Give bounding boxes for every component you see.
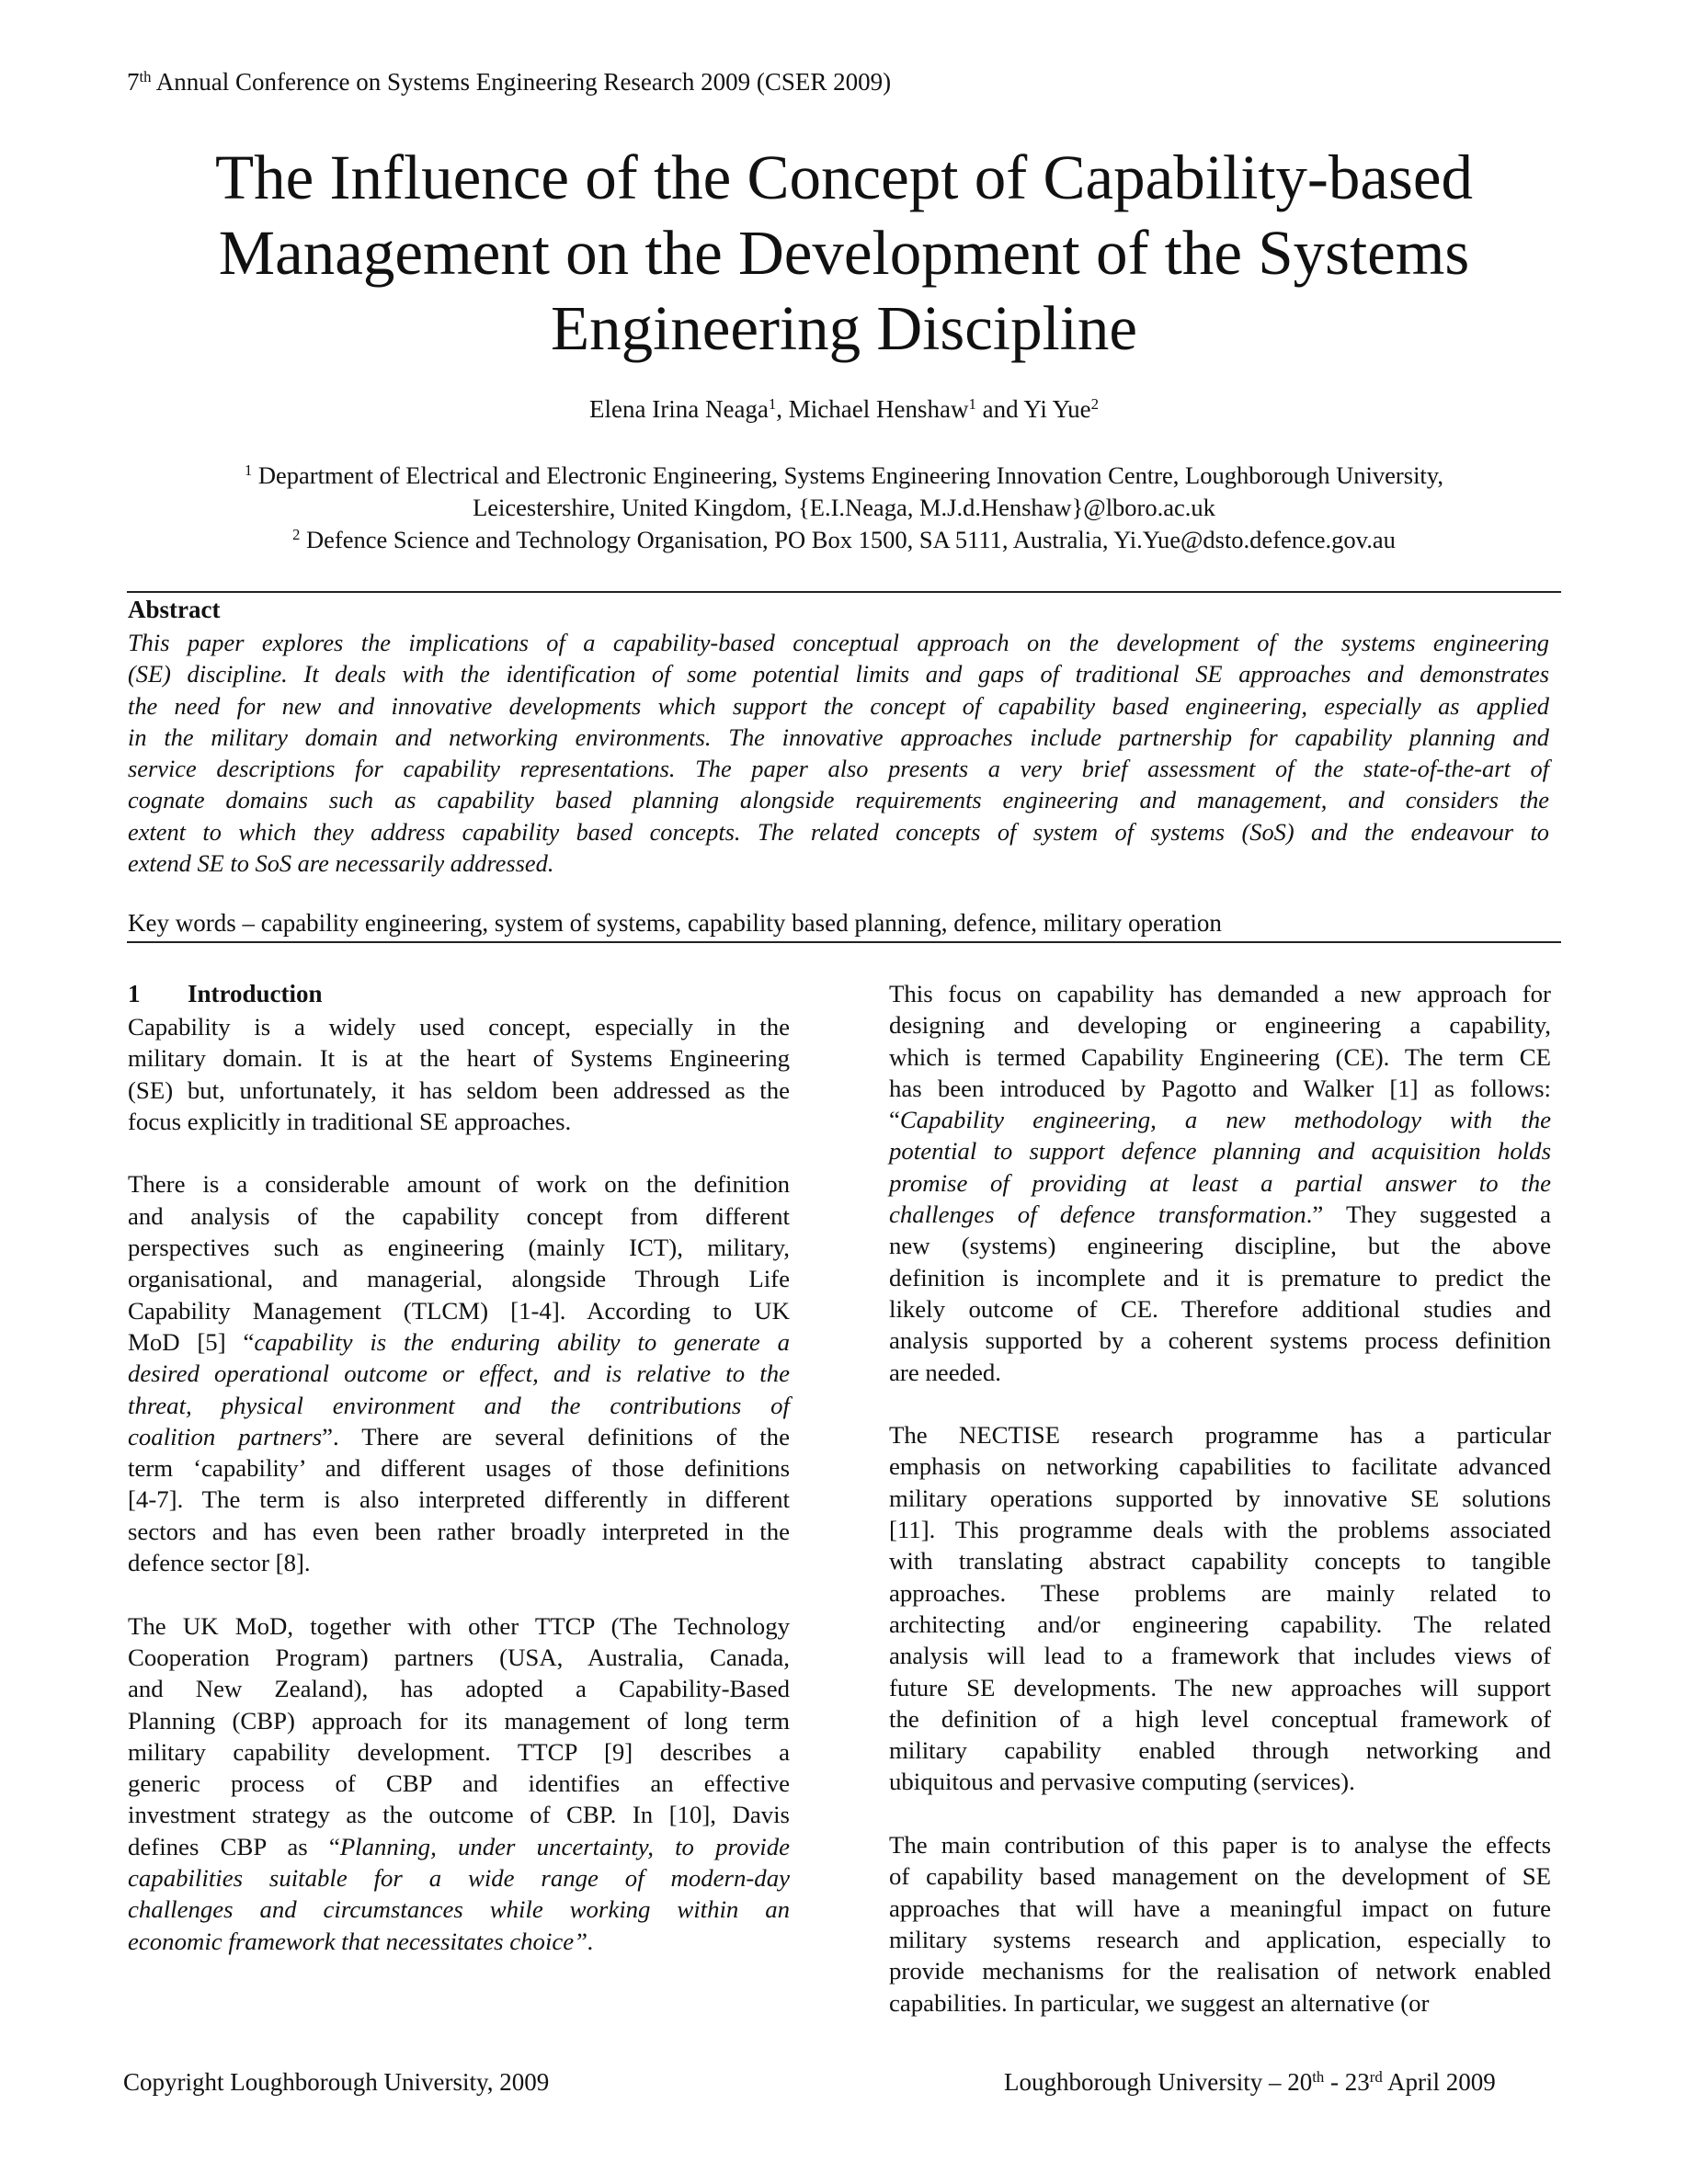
abstract-heading: Abstract xyxy=(128,596,221,623)
abstract-line: This paper explores the implications of a capability-based conceptual approach on the development of the systems engineering xyxy=(128,629,1549,656)
body-line xyxy=(128,1200,790,1232)
body-line xyxy=(128,1421,790,1452)
author-affiliation-mark: 2 xyxy=(1090,394,1099,413)
text-run: Capability Management (TLCM) [1-4]. According to UK xyxy=(128,1296,790,1325)
body-line xyxy=(889,1893,1551,1924)
text-run: (SE) but, unfortunately, it has seldom been addressed as the xyxy=(128,1075,790,1104)
author-affiliation-mark: 1 xyxy=(768,394,777,413)
body-line xyxy=(128,1862,790,1894)
footer-text: April 2009 xyxy=(1382,2068,1496,2096)
body-line xyxy=(128,1610,790,1642)
body-line xyxy=(128,1705,790,1736)
text-run: coalition partners xyxy=(128,1422,323,1450)
text-run: new (systems) engineering discipline, but the above xyxy=(889,1232,1551,1260)
body-line xyxy=(128,1642,790,1673)
text-run: focus explicitly in traditional SE approaches. xyxy=(128,1107,572,1135)
abstract-line: service descriptions for capability representations. The paper also presents a very brief assessment of the state-of-the-art of xyxy=(128,755,1549,783)
title-line: Management on the Development of the Systems xyxy=(218,218,1470,288)
text-run: ”. There are several definitions of the xyxy=(322,1422,790,1450)
body-line xyxy=(889,1924,1551,1955)
text-run: [4-7]. The term is also interpreted differently in different xyxy=(128,1485,790,1514)
body-line xyxy=(128,1831,790,1862)
body-line xyxy=(889,1293,1551,1325)
body-line xyxy=(889,1199,1551,1230)
abstract-line: (SE) discipline. It deals with the identification of some potential limits and gaps of traditional SE approaches and demonstrates xyxy=(128,660,1549,688)
footer-ordinal-suffix: rd xyxy=(1369,2067,1383,2086)
text-run: ubiquitous and pervasive computing (services). xyxy=(889,1768,1355,1796)
text-run: and analysis of the capability concept from different xyxy=(128,1201,790,1230)
text-run: architecting and/or engineering capability. The related xyxy=(889,1610,1551,1638)
affiliation-mark: 2 xyxy=(292,525,301,543)
affiliation-text: Leicestershire, United Kingdom, {E.I.Neaga, M.J.d.Henshaw}@lboro.ac.uk xyxy=(473,494,1215,521)
text-run: analysis will lead to a framework that includes views of xyxy=(889,1642,1551,1670)
author-name: Yi Yue xyxy=(1023,395,1091,423)
text-run: Capability is a widely used concept, especially in the xyxy=(128,1013,790,1041)
body-line xyxy=(889,1483,1551,1514)
text-run: Cooperation Program) partners (USA, Australia, Canada, xyxy=(128,1643,790,1671)
body-line xyxy=(128,1042,790,1074)
text-run: defines CBP as “ xyxy=(128,1832,340,1860)
text-run: military capability enabled through networking and xyxy=(889,1736,1551,1765)
body-line xyxy=(889,1041,1551,1073)
affiliations xyxy=(127,460,1561,556)
footer-copyright: Copyright Loughborough University, 2009 xyxy=(123,2068,550,2096)
text-run: military operations supported by innovative SE solutions xyxy=(889,1484,1551,1512)
title-line: The Influence of the Concept of Capability-based xyxy=(214,142,1473,212)
text-run: provide mechanisms for the realisation of network enabled xyxy=(889,1957,1551,1985)
text-run: and New Zealand), has adopted a Capability-Based xyxy=(128,1675,790,1703)
body-line xyxy=(889,1577,1551,1609)
text-run: promise of providing at least a partial answer to the xyxy=(889,1168,1551,1197)
body-line xyxy=(128,1516,790,1547)
body-line xyxy=(128,1358,790,1389)
abstract-line: extend SE to SoS are necessarily addressed. xyxy=(128,849,554,878)
section-number: 1 xyxy=(128,980,141,1007)
author-name: Michael Henshaw xyxy=(788,395,969,423)
text-run: Capability engineering, a new methodology with the xyxy=(899,1106,1551,1134)
body-line xyxy=(889,1860,1551,1892)
text-run: emphasis on networking capabilities to facilitate advanced xyxy=(889,1452,1551,1481)
text-run: military domain. It is at the heart of Systems Engineering xyxy=(128,1044,790,1073)
body-line xyxy=(889,1514,1551,1545)
paper-title xyxy=(127,140,1561,366)
abstract-body xyxy=(128,627,1549,879)
body-paragraph xyxy=(128,1610,790,1957)
author-affiliation-mark: 1 xyxy=(968,394,976,413)
affiliation-text: Defence Science and Technology Organisation, PO Box 1500, SA 5111, Australia, Yi.Yue@dsto.defence.gov.au xyxy=(305,526,1396,553)
conference-name: Annual Conference on Systems Engineering Research 2009 (CSER 2009) xyxy=(155,68,892,96)
text-run: The main contribution of this paper is to analyse the effects xyxy=(889,1831,1551,1860)
text-run: capabilities. In particular, we suggest an alternative (or xyxy=(889,1988,1430,2017)
text-run: which is termed Capability Engineering (CE). The term CE xyxy=(889,1042,1551,1071)
text-run: military systems research and application, especially to xyxy=(889,1925,1551,1953)
text-run: “ xyxy=(889,1106,900,1134)
text-run: The NECTISE research programme has a particular xyxy=(889,1421,1551,1450)
body-line xyxy=(128,1326,790,1358)
text-run: the definition of a high level conceptual framework of xyxy=(889,1704,1551,1733)
body-line xyxy=(889,1672,1551,1703)
body-line xyxy=(889,1609,1551,1640)
footer-event-dates xyxy=(1004,2068,1496,2097)
body-line xyxy=(128,1295,790,1326)
left-column-body xyxy=(128,1011,790,1957)
text-run: definition is incomplete and it is premature to predict the xyxy=(889,1263,1551,1291)
body-line xyxy=(128,1106,790,1137)
body-line xyxy=(128,1452,790,1484)
body-line xyxy=(889,1167,1551,1199)
body-line xyxy=(889,1009,1551,1041)
author-separator: , xyxy=(776,395,789,423)
body-line xyxy=(889,1262,1551,1293)
body-paragraph xyxy=(889,1829,1551,2019)
text-run: approaches that will have a meaningful impact on future xyxy=(889,1894,1551,1922)
text-run: sectors and has even been rather broadly interpreted in the xyxy=(128,1517,790,1545)
text-run: investment strategy as the outcome of CBP. In [10], Davis xyxy=(128,1801,790,1829)
body-line xyxy=(128,1673,790,1704)
author-separator: and xyxy=(975,395,1024,423)
title-line: Engineering Discipline xyxy=(550,293,1138,363)
text-run: designing and developing or engineering a capability, xyxy=(889,1011,1551,1040)
text-run: likely outcome of CE. Therefore additional studies and xyxy=(889,1294,1551,1323)
right-column-body xyxy=(889,978,1551,2019)
text-run: challenges and circumstances while working within an xyxy=(128,1895,790,1924)
abstract-line: extent to which they address capability based concepts. The related concepts of system of systems (SoS) and the endeavour to xyxy=(128,817,1549,846)
text-run: challenges of defence transformation xyxy=(889,1200,1306,1229)
body-line xyxy=(128,1232,790,1263)
author-list xyxy=(127,395,1561,424)
text-run: There is a considerable amount of work on the definition xyxy=(128,1170,790,1199)
keywords-bottom-rule xyxy=(127,941,1561,943)
body-line xyxy=(889,1829,1551,1860)
text-run: desired operational outcome or effect, and is relative to the xyxy=(128,1359,790,1388)
text-run: Planning (CBP) approach for its management of long term xyxy=(128,1706,790,1735)
abstract-line: the need for new and innovative developments which support the concept of capability based engineering, especially as applied xyxy=(128,691,1549,720)
text-run: approaches. These problems are mainly related to xyxy=(889,1578,1551,1607)
left-column xyxy=(128,978,790,1988)
conference-ordinal-suffix: th xyxy=(139,67,152,85)
body-line xyxy=(889,1545,1551,1576)
text-run: economic framework that necessitates choice”. xyxy=(128,1927,594,1955)
text-run: This focus on capability has demanded a new approach for xyxy=(889,980,1551,1007)
body-paragraph xyxy=(128,1011,790,1137)
body-line xyxy=(889,1450,1551,1482)
body-line xyxy=(889,1230,1551,1261)
section-title: Introduction xyxy=(188,980,323,1007)
body-line xyxy=(128,1547,790,1578)
text-run: of capability based management on the development of SE xyxy=(889,1862,1551,1891)
text-run: .” They suggested a xyxy=(1306,1200,1551,1229)
text-run: MoD [5] “ xyxy=(128,1327,255,1356)
text-run: perspectives such as engineering (mainly ICT), military, xyxy=(128,1234,790,1262)
abstract-line: cognate domains such as capability based planning alongside requirements engineering and management, and considers the xyxy=(128,786,1549,814)
affiliation-line xyxy=(127,524,1561,556)
affiliation-line xyxy=(127,492,1561,524)
body-line xyxy=(128,1894,790,1925)
body-line xyxy=(889,1325,1551,1356)
body-line xyxy=(128,1263,790,1294)
body-line xyxy=(889,1987,1551,2019)
body-line xyxy=(128,1736,790,1768)
body-line xyxy=(889,1135,1551,1166)
text-run: future SE developments. The new approaches will support xyxy=(889,1673,1551,1701)
body-paragraph xyxy=(889,1419,1551,1798)
text-run: analysis supported by a coherent systems process definition xyxy=(889,1326,1551,1355)
body-line xyxy=(889,1703,1551,1735)
affiliation-mark: 1 xyxy=(245,461,253,479)
body-line xyxy=(889,1766,1551,1797)
body-line xyxy=(128,1799,790,1830)
text-run: Planning, under uncertainty, to provide xyxy=(339,1832,790,1860)
text-run: potential to support defence planning and acquisition holds xyxy=(889,1137,1551,1166)
text-run: has been introduced by Pagotto and Walker [1] as follows: xyxy=(889,1074,1551,1102)
body-paragraph xyxy=(889,978,1551,1388)
keywords: Key words – capability engineering, system of systems, capability based planning, defence, military operation xyxy=(128,909,1222,937)
text-run: military capability development. TTCP [9] describes a xyxy=(128,1737,790,1766)
abstract-line: in the military domain and networking environments. The innovative approaches include partnership for capability planning and xyxy=(128,722,1549,751)
text-run: organisational, and managerial, alongside Through Life xyxy=(128,1265,790,1293)
body-line xyxy=(889,1073,1551,1104)
text-run: with translating abstract capability concepts to tangible xyxy=(889,1547,1551,1575)
affiliation-text: Department of Electrical and Electronic Engineering, Systems Engineering Innovation Centre, Loughborough University, xyxy=(257,461,1443,489)
author-name: Elena Irina Neaga xyxy=(589,395,769,423)
body-line xyxy=(128,1011,790,1042)
body-line xyxy=(889,1357,1551,1388)
body-line xyxy=(128,1075,790,1106)
text-run: defence sector [8]. xyxy=(128,1549,311,1577)
text-run: term ‘capability’ and different usages of those definitions xyxy=(128,1454,790,1483)
body-line xyxy=(128,1390,790,1421)
body-line xyxy=(889,978,1551,1009)
body-line xyxy=(889,1735,1551,1766)
abstract-top-rule xyxy=(127,591,1561,593)
footer-ordinal-suffix: th xyxy=(1312,2067,1325,2086)
conference-header xyxy=(127,68,891,97)
text-run: generic process of CBP and identifies an effective xyxy=(128,1769,790,1798)
text-run: [11]. This programme deals with the problems associated xyxy=(889,1516,1551,1544)
footer-text: Loughborough University – 20 xyxy=(1004,2068,1313,2096)
body-line xyxy=(128,1926,790,1957)
text-run: capability is the enduring ability to generate a xyxy=(254,1327,790,1356)
body-line xyxy=(889,1104,1551,1135)
text-run: threat, physical environment and the contributions of xyxy=(128,1391,790,1419)
conference-ordinal: 7 xyxy=(127,68,140,96)
body-line xyxy=(128,1484,790,1515)
text-run: The UK MoD, together with other TTCP (The Technology xyxy=(128,1611,790,1640)
footer-text: - 23 xyxy=(1324,2068,1370,2096)
body-line xyxy=(889,1955,1551,1986)
body-paragraph xyxy=(128,1168,790,1578)
body-line xyxy=(889,1640,1551,1671)
text-run: capabilities suitable for a wide range of modern-day xyxy=(128,1864,790,1893)
body-line xyxy=(128,1768,790,1799)
right-column xyxy=(889,978,1551,2050)
body-line xyxy=(889,1419,1551,1450)
body-line xyxy=(128,1168,790,1200)
section-heading xyxy=(128,978,790,1011)
text-run: are needed. xyxy=(889,1358,1001,1386)
affiliation-line xyxy=(127,460,1561,492)
